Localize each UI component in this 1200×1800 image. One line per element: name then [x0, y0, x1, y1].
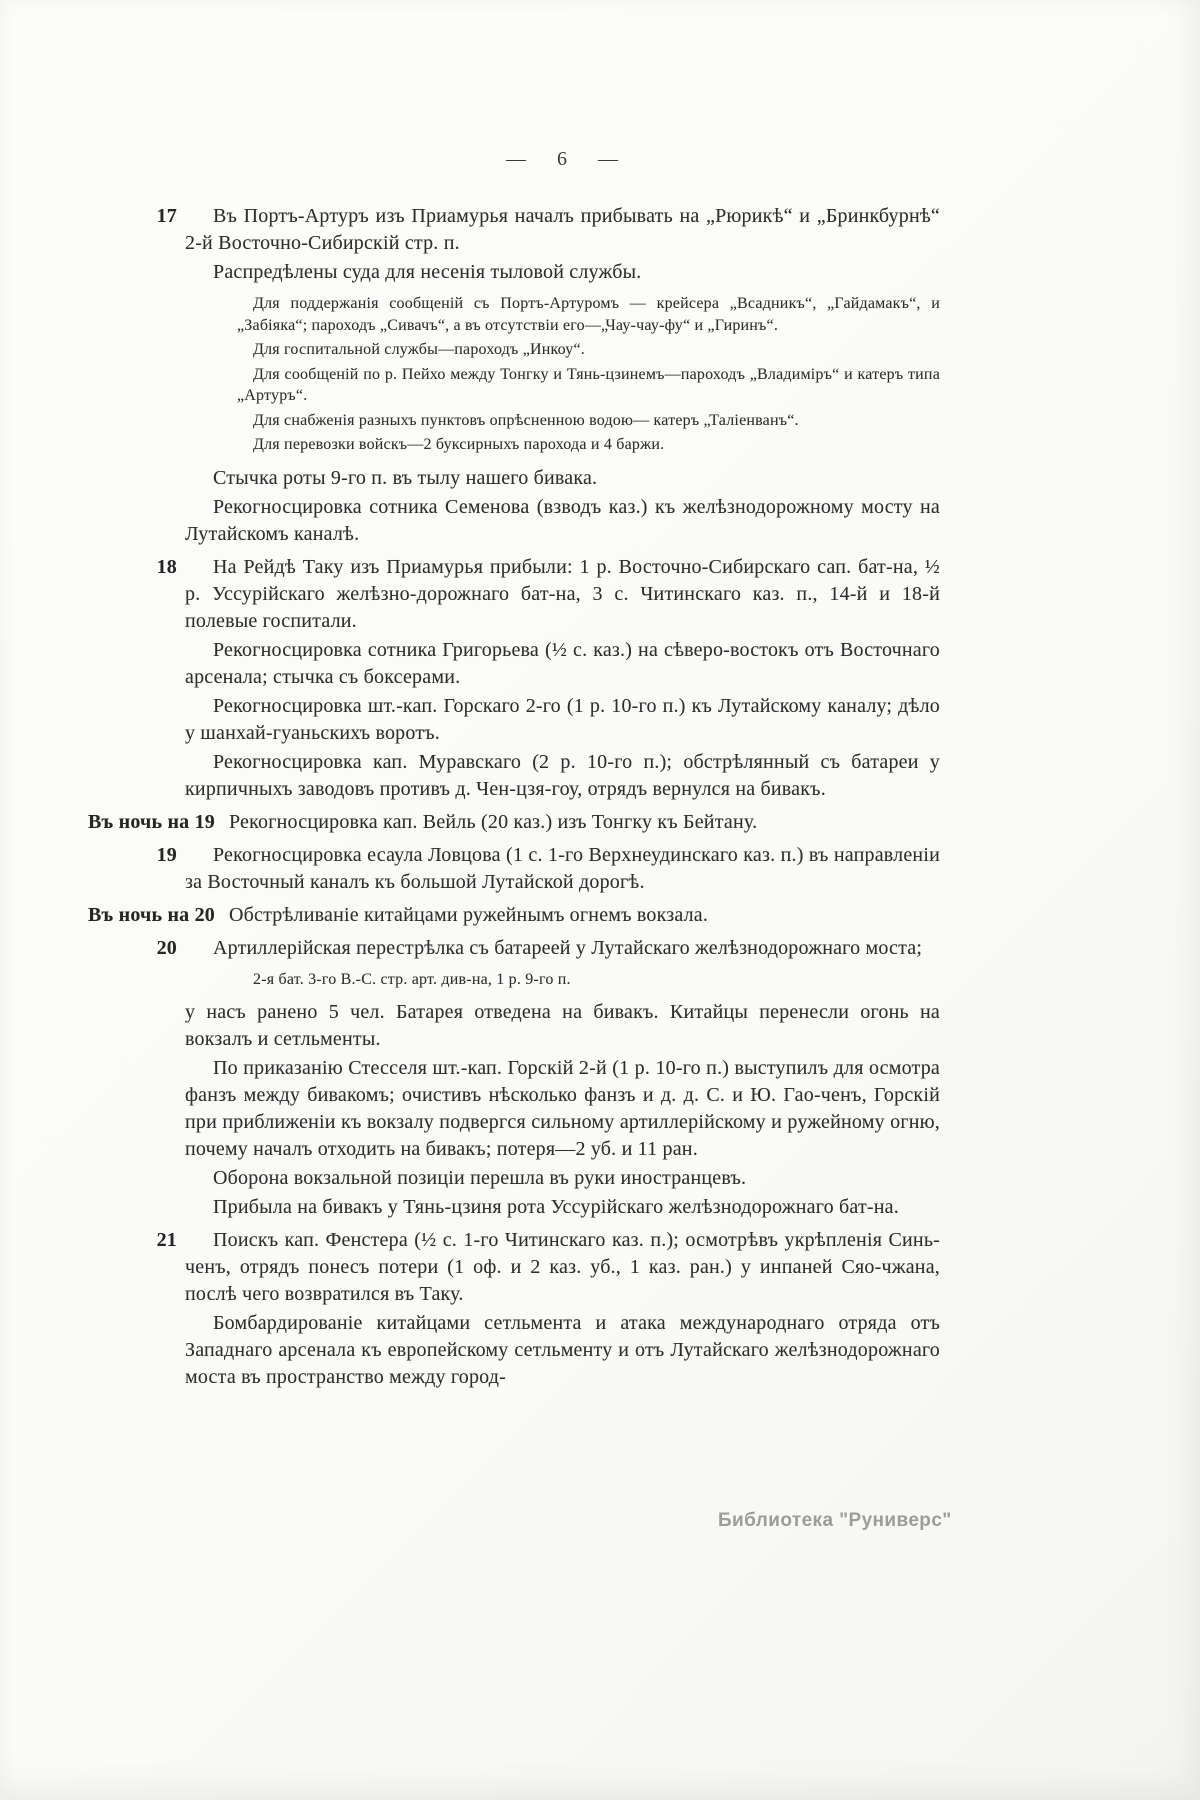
- entries: [88, 203, 940, 1391]
- diary-entry: [156, 1227, 940, 1391]
- paragraph: Рекогносцировка сотника Григорьева (½ с. каз.) на сѣверо-востокъ отъ Восточнаго арсенала; стычка съ боксерами.: [185, 638, 940, 688]
- paragraph: 17 Въ Портъ-Артуръ изъ Приамурья началъ прибывать на „Рюрикѣ“ и „Бринкбурнѣ“ 2-й Восточно-Сибирскій стр. п.: [185, 203, 940, 257]
- diary-entry: [156, 935, 940, 1222]
- paragraph: 20 Артиллерійская перестрѣлка съ батареей у Лутайскаго желѣзнодорожнаго моста;: [185, 935, 940, 962]
- paragraph: Оборона вокзальной позиціи перешла въ руки иностранцевъ.: [213, 1167, 747, 1189]
- diary-entry: [156, 554, 940, 803]
- day-label: 18: [156, 555, 177, 578]
- diary-entry: [88, 809, 940, 836]
- note-paragraph: 2-я бат. 3-го В.-С. стр. арт. див-на, 1 р. 9-го п.: [253, 970, 571, 988]
- text-column: [88, 148, 940, 1396]
- note-paragraph: Для снабженія разныхъ пунктовъ опрѣсненною водою— катеръ „Таліенванъ“.: [253, 411, 799, 429]
- paragraph: Въ ночь на 19 Рекогносцировка кап. Вейль (20 каз.) изъ Тонгку къ Бейтану.: [88, 810, 758, 833]
- day-label: 19: [156, 843, 177, 866]
- note-paragraph: Для перевозки войскъ—2 буксирныхъ парохода и 4 баржи.: [253, 436, 665, 453]
- paragraph: 18 На Рейдѣ Таку изъ Приамурья прибыли: 1 р. Восточно-Сибирскаго сап. бат-на, ½ р. Уссурійскаго желѣзно-дорожнаго бат-на, 3 с. Читинскаго каз. п., 14-й и 18-й полевые госпитали.: [185, 554, 940, 635]
- page-number: 6: [557, 148, 568, 170]
- paragraph: Рекогносцировка кап. Муравскаго (2 р. 10-го п.); обстрѣлянный съ батареи у кирпичныхъ заводовъ противъ д. Чен-цзя-гоу, отрядъ вернулся на бивакъ.: [185, 750, 940, 800]
- day-label: Въ ночь на 19: [88, 810, 215, 833]
- paragraph: Рекогносцировка шт.-кап. Горскаго 2-го (1 р. 10-го п.) къ Лутайскому каналу; дѣло у шанхай-гуаньскихъ воротъ.: [185, 694, 940, 744]
- paragraph: Прибыла на бивакъ у Тянь-цзиня рота Уссурійскаго желѣзнодорожнаго бат-на.: [213, 1196, 899, 1218]
- day-label: Въ ночь на 20: [88, 903, 215, 926]
- note-paragraph: Для госпитальной службы—пароходъ „Инкоу“.: [253, 341, 585, 358]
- header-dash-right: —: [598, 148, 619, 170]
- paragraph: Распредѣлены суда для несенія тыловой службы.: [213, 261, 642, 283]
- paragraph: Бомбардированіе китайцами сетльмента и атака международнаго отряда отъ Западнаго арсенала къ европейскому сетльменту и отъ Лутайскаго желѣзнодорожнаго моста въ пространство между город-: [185, 1312, 940, 1388]
- paragraph: 19 Рекогносцировка есаула Ловцова (1 с. 1-го Верхнеудинскаго каз. п.) въ направленіи за Восточный каналъ къ большой Лутайской дорогѣ.: [185, 842, 940, 896]
- page-header: [185, 148, 940, 171]
- diary-entry: [156, 842, 940, 896]
- paragraph: 21 Поискъ кап. Фенстера (½ с. 1-го Читинскаго каз. п.); осмотрѣвъ укрѣпленія Синь-ченъ, отрядъ понесъ потери (1 оф. и 2 каз. уб., 1 каз. ран.) у инпаней Сяо-чжана, послѣ чего возвратился въ Таку.: [185, 1227, 940, 1308]
- day-label: 20: [156, 936, 177, 959]
- library-watermark: Библиотека "Руниверс": [718, 1510, 952, 1531]
- diary-entry: [156, 203, 940, 548]
- paragraph: Стычка роты 9-го п. въ тылу нашего бивака.: [213, 466, 598, 489]
- paragraph: у насъ ранено 5 чел. Батарея отведена на бивакъ. Китайцы перенесли огонь на вокзалъ и сетльменты.: [185, 1001, 940, 1050]
- paragraph: По приказанію Стесселя шт.-кап. Горскій 2-й (1 р. 10-го п.) выступилъ для осмотра фанзъ между бивакомъ; очистивъ нѣсколько фанзъ и д. д. С. и Ю. Гао-ченъ, Горскій при приближеніи къ вокзалу подвергся сильному артиллерійскому и ружейному огню, почему началъ отходить на бивакъ; потеря—2 уб. и 11 ран.: [185, 1057, 940, 1160]
- note-paragraph: Для поддержанія сообщеній съ Портъ-Артуромъ — крейсера „Всадникъ“, „Гайдамакъ“, и „Забіяка“; пароходъ „Сивачъ“, а въ отсутствіи его—„Чау-чау-фу“ и „Гиринъ“.: [237, 295, 940, 334]
- note-paragraph: Для сообщеній по р. Пейхо между Тонгку и Тянь-цзинемъ—пароходъ „Владиміръ“ и катеръ типа „Артуръ“.: [237, 365, 940, 404]
- paragraph: Рекогносцировка сотника Семенова (взводъ каз.) къ желѣзнодорожному мосту на Лутайскомъ каналѣ.: [185, 495, 940, 545]
- paragraph: Въ ночь на 20 Обстрѣливаніе китайцами ружейнымъ огнемъ вокзала.: [88, 903, 709, 926]
- day-label: 21: [156, 1229, 177, 1251]
- day-label: 17: [156, 205, 177, 227]
- diary-entry: [88, 902, 940, 929]
- header-dash-left: —: [506, 148, 527, 170]
